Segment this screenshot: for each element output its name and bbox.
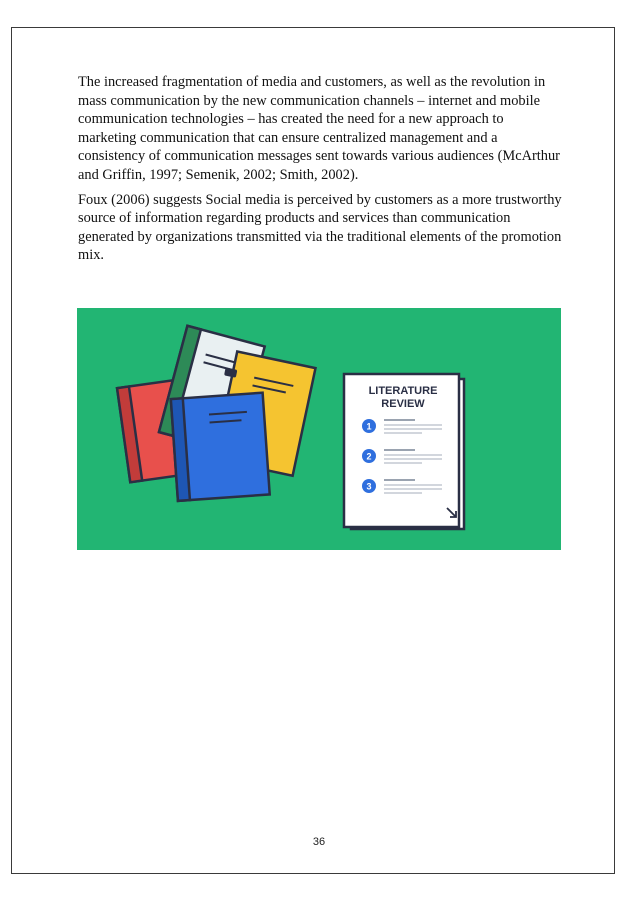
review-title-line1: LITERATURE	[368, 385, 438, 397]
literature-review-illustration	[77, 308, 561, 550]
review-step-number: 3	[366, 481, 372, 492]
illustration-svg	[77, 308, 561, 550]
page-number: 36	[312, 836, 326, 848]
review-step-number: 1	[366, 421, 372, 432]
blue-book-icon	[171, 393, 270, 501]
review-title-line2: REVIEW	[381, 398, 425, 410]
paragraph-1: The increased fragmentation of media and customers, as well as the revolution in mass communication by the new communication channels – internet and mobile communication technologies – has created the need for a new approach to marketing communication that can ensure centralized management and a consistency of communication messages sent towards various audiences (McArthur and Griffin, 1997; Semenik, 2002; Smith, 2002).	[78, 74, 560, 183]
review-step-number: 2	[366, 451, 372, 462]
paragraph-2: Foux (2006) suggests Social media is perceived by customers as a more trustworthy source of information regarding products and services than communication generated by organizations transmitted via the traditional elements of the promotion mix.	[78, 191, 562, 264]
body-text	[78, 73, 563, 271]
